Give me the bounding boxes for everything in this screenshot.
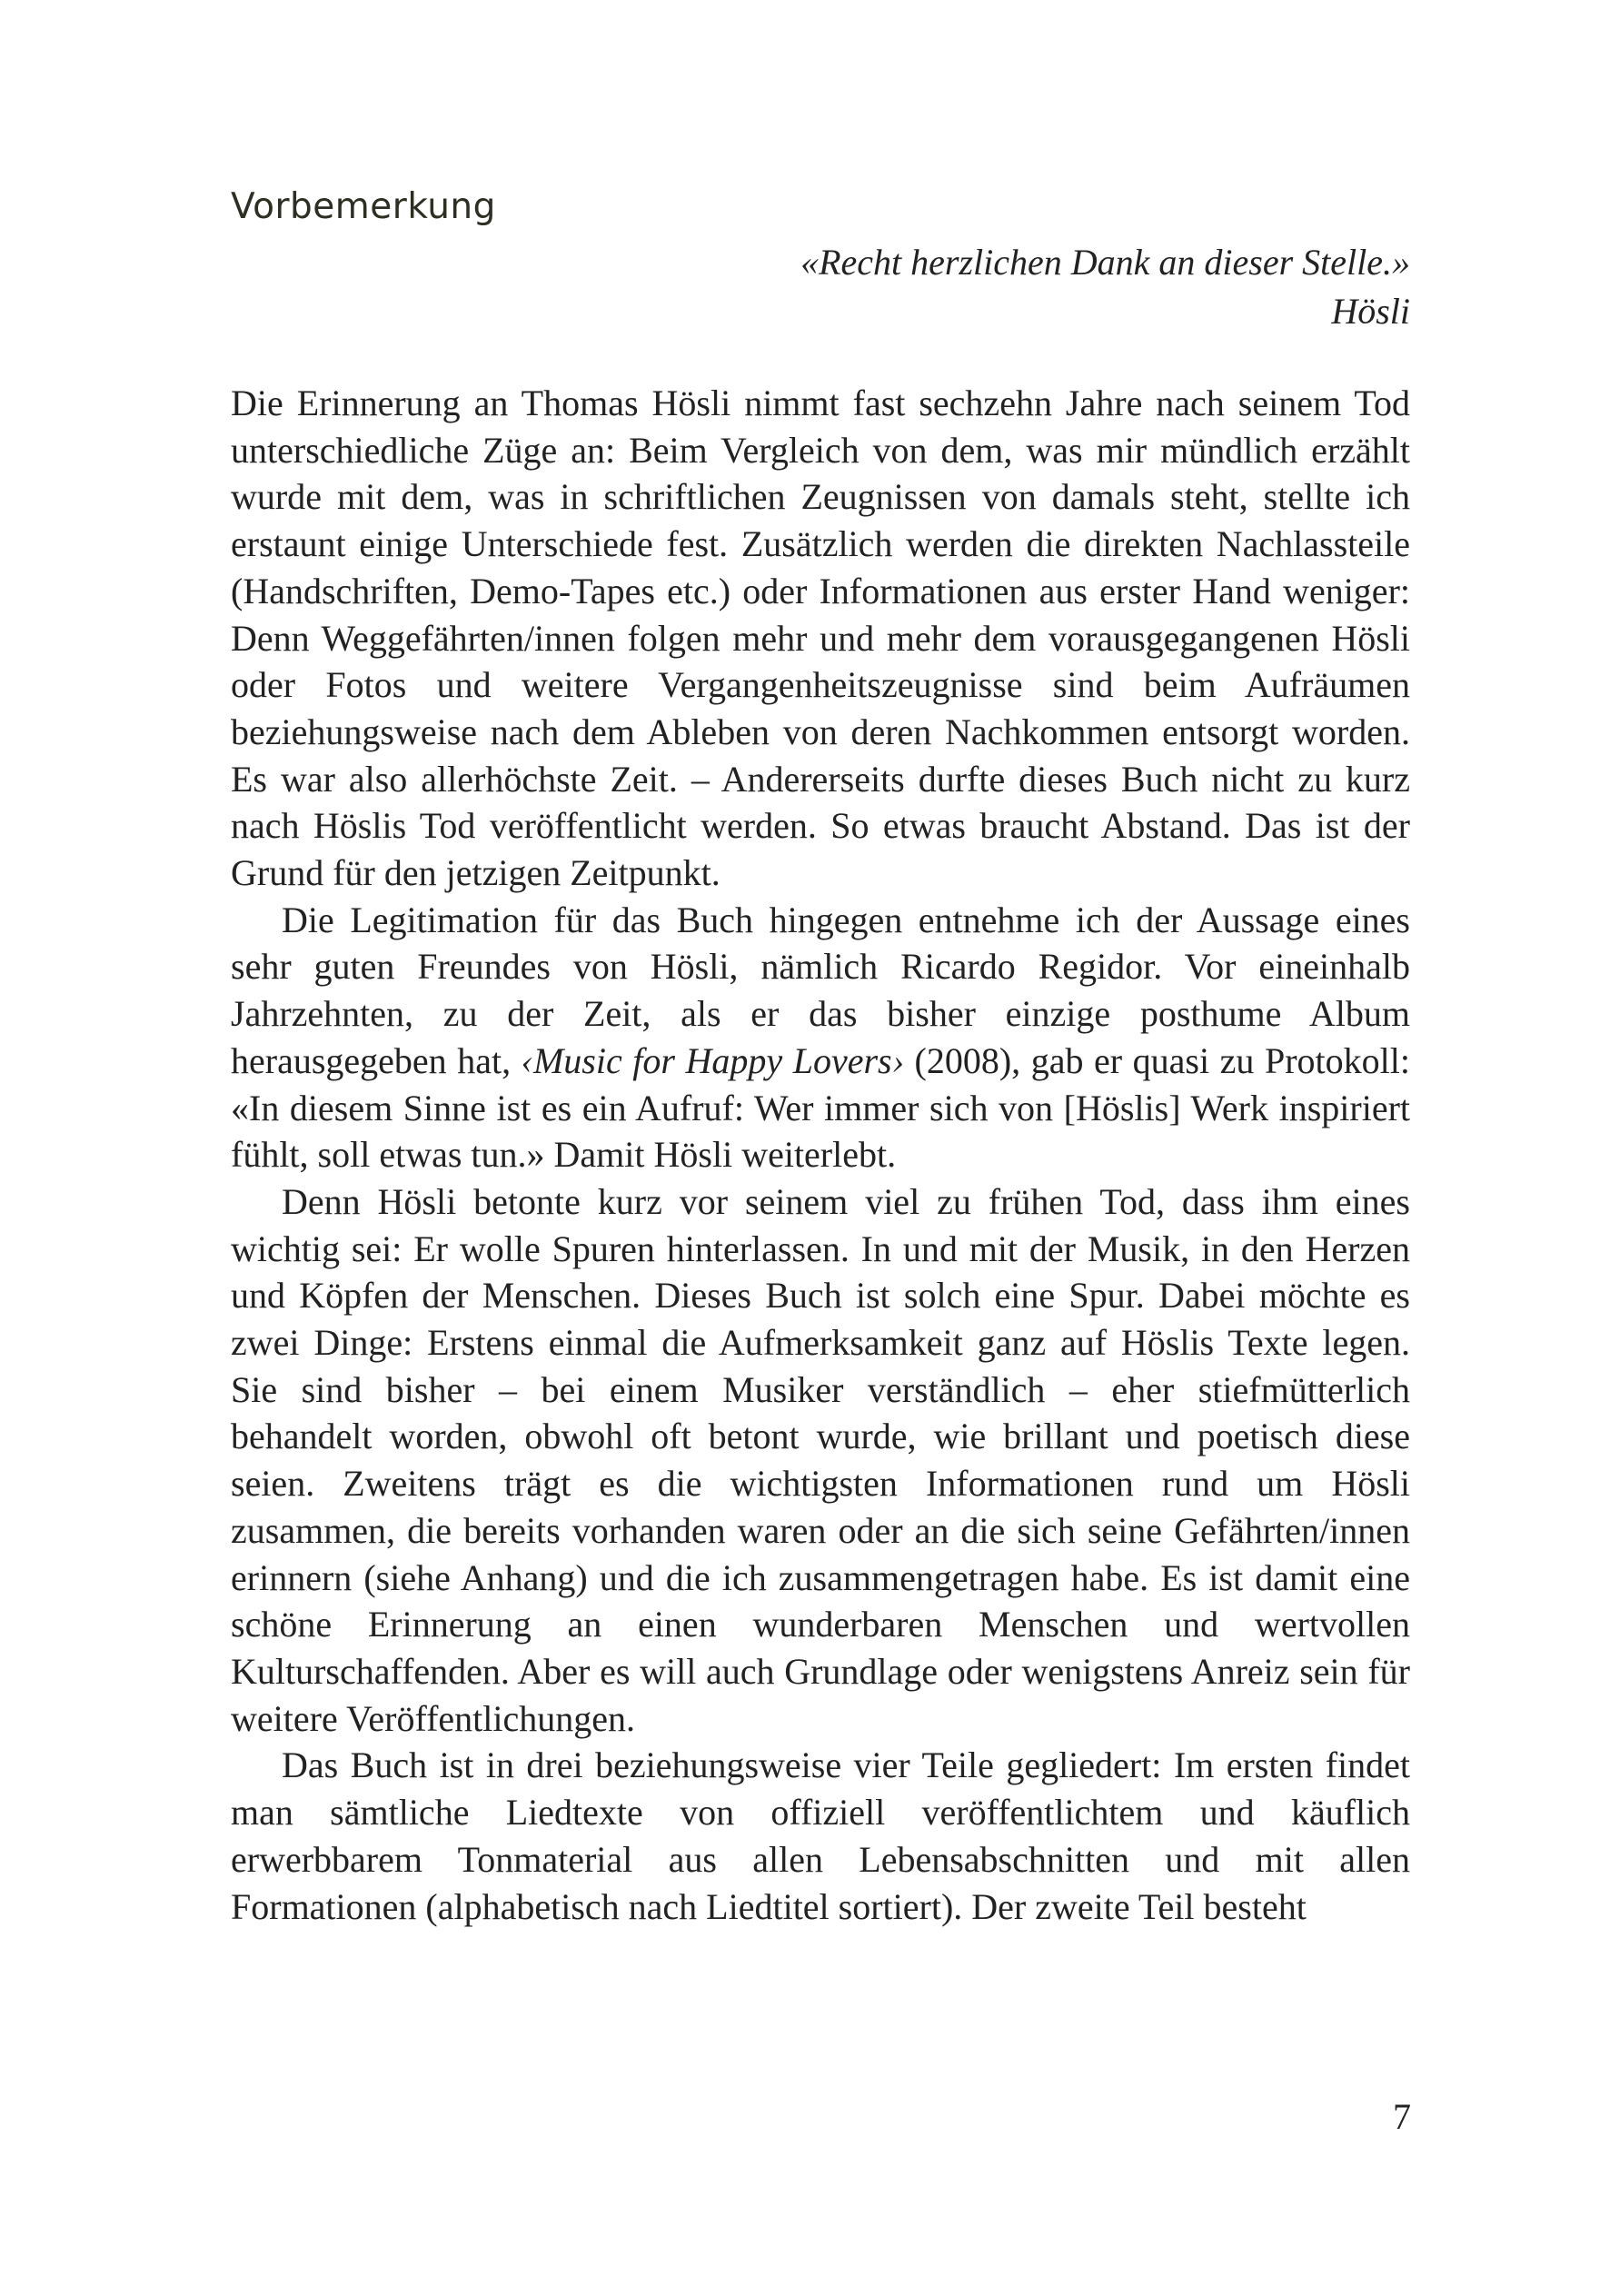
epigraph-quote: «Recht herzlichen Dank an dieser Stelle.» xyxy=(800,242,1410,283)
paragraph-2 xyxy=(231,897,1410,1178)
paragraph-4: Das Buch ist in drei beziehungsweise vier Teile gegliedert: Im ersten findet man sämtliche Liedtexte von offiziell veröffentlichtem und käuflich erwerbbarem Tonmaterial aus allen Lebensabschnitten und mit allen Formationen (alphabetisch nach Liedtitel sortiert). Der zweite Teil besteht xyxy=(231,1744,1410,1927)
page-number: 7 xyxy=(1393,2096,1411,2137)
paragraph-2-text-after: (2008), gab er quasi zu Protokoll: «In diesem Sinne ist es ein Aufruf: Wer immer sich von [Höslis] Werk inspiriert fühlt, soll etwas tun.» Damit Hösli weiterlebt. xyxy=(231,1039,1410,1176)
epigraph-attribution: Hösli xyxy=(1331,291,1410,332)
album-title: ‹Music for Happy Lovers› xyxy=(521,1039,904,1081)
body-text xyxy=(231,380,1410,1930)
paragraph-3: Denn Hösli betonte kurz vor seinem viel zu frühen Tod, dass ihm eines wichtig sei: Er wolle Spuren hinterlassen. In und mit der Musik, in den Herzen und Köpfen der Menschen. Dieses Buch ist solch eine Spur. Dabei möchte es zwei Dinge: Erstens einmal die Aufmerksamkeit ganz auf Höslis Texte legen. Sie sind bisher – bei einem Musiker verständlich – eher stiefmütterlich behandelt worden, obwohl oft betont wurde, wie brillant und poetisch diese seien. Zweitens trägt es die wichtigsten Informationen rund um Hösli zusammen, die bereits vorhanden waren oder an die sich seine Gefährten/innen erinnern (siehe Anhang) und die ich zusammengetragen habe. Es ist damit eine schöne Erinnerung an einen wunderbaren Menschen und wertvollen Kulturschaffenden. Aber es will auch Grundlage oder wenigstens Anreiz sein für weitere Veröffentlichungen. xyxy=(231,1180,1410,1739)
paragraph-1: Die Erinnerung an Thomas Hösli nimmt fast sechzehn Jahre nach seinem Tod unterschiedliche Züge an: Beim Vergleich von dem, was mir mündlich erzählt wurde mit dem, was in schriftlichen Zeugnissen von damals steht, stellte ich erstaunt einige Unterschiede fest. Zusätzlich werden die direkten Nachlassteile (Handschriften, Demo-Tapes etc.) oder Informationen aus erster Hand weniger: Denn Weggefährten/innen folgen mehr und mehr dem vorausgegangenen Hösli oder Fotos und weitere Vergangenheitszeugnisse sind beim Aufräumen beziehungsweise nach dem Ableben von deren Nachkommen entsorgt worden. Es war also allerhöchste Zeit. – Andererseits durfte dieses Buch nicht zu kurz nach Höslis Tod veröffentlicht werden. So etwas braucht Abstand. Das ist der Grund für den jetzigen Zeitpunkt. xyxy=(231,383,1410,894)
epigraph xyxy=(231,238,1410,336)
paragraph-2-text-before: Die Legitimation für das Buch hingegen entnehme ich der Aussage eines sehr guten Freundes von Hösli, nämlich Ricardo Regidor. Vor eineinhalb Jahrzehnten, zu der Zeit, als er das bisher einzige posthume Album herausgegeben hat, xyxy=(231,899,1410,1081)
chapter-heading: Vorbemerkung xyxy=(231,186,496,227)
